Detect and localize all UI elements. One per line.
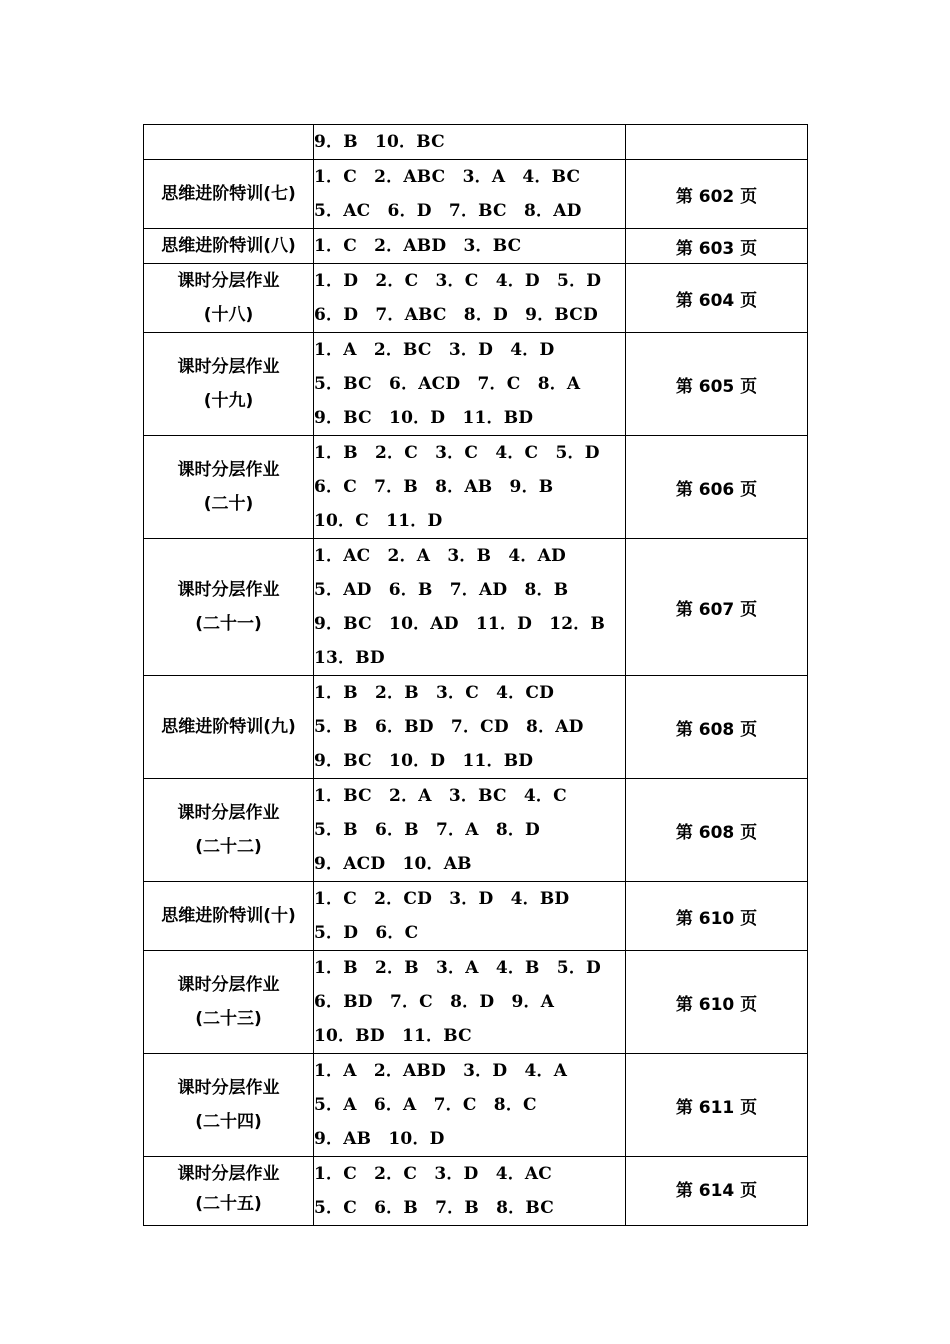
answer-line: 6．C 7．B 8．AB 9．B xyxy=(314,477,554,497)
page-number-cell xyxy=(626,676,808,779)
answer-line: 1．A 2．BC 3．D 4．D xyxy=(314,340,555,360)
page-number-cell xyxy=(626,229,808,264)
answer-line: 5．AC 6．D 7．BC 8．AD xyxy=(314,201,582,221)
answer-line: 5．D 6．C xyxy=(314,923,419,943)
section-name-line: (二十) xyxy=(203,494,254,514)
page-number: 第 602 页 xyxy=(675,186,758,207)
answers-cell xyxy=(314,229,626,264)
answers-cell xyxy=(314,676,626,779)
page-number: 第 607 页 xyxy=(675,599,758,620)
answer-line: 13．BD xyxy=(314,648,385,668)
page-number-cell xyxy=(626,333,808,436)
page-number: 第 605 页 xyxy=(675,376,758,397)
answer-line: 1．C 2．C 3．D 4．AC xyxy=(314,1164,553,1184)
section-name-cell xyxy=(144,882,314,951)
section-name-line: 课时分层作业 xyxy=(177,460,280,480)
page-number: 第 603 页 xyxy=(675,238,758,259)
answer-line: 1．BC 2．A 3．BC 4．C xyxy=(314,786,567,806)
answer-line: 9．ACD 10．AB xyxy=(314,854,472,874)
answers-cell xyxy=(314,779,626,882)
answer-line: 1．C 2．ABD 3．BC xyxy=(314,236,522,256)
answer-line: 5．B 6．BD 7．CD 8．AD xyxy=(314,717,584,737)
page-number: 第 614 页 xyxy=(675,1181,758,1201)
answer-line: 6．BD 7．C 8．D 9．A xyxy=(314,992,555,1012)
answer-line: 1．B 2．C 3．C 4．C 5．D xyxy=(314,443,600,463)
answer-line: 5．BC 6．ACD 7．C 8．A xyxy=(314,374,581,394)
page-number: 第 606 页 xyxy=(675,479,758,500)
answer-line: 1．A 2．ABD 3．D 4．A xyxy=(314,1061,568,1081)
section-name-line: 思维进阶特训(十) xyxy=(161,906,296,926)
section-name-cell xyxy=(144,436,314,539)
page-number-cell xyxy=(626,264,808,333)
answer-key-table xyxy=(143,124,808,1226)
answers-cell xyxy=(314,125,626,160)
page-number: 第 611 页 xyxy=(675,1097,758,1118)
page-number-cell xyxy=(626,539,808,676)
section-name-line: (二十五) xyxy=(195,1194,262,1214)
section-name-line: 课时分层作业 xyxy=(177,271,280,291)
answers-cell xyxy=(314,264,626,333)
section-name-cell xyxy=(144,333,314,436)
section-name-line: (二十四) xyxy=(195,1112,262,1132)
table-row xyxy=(144,882,808,951)
table-row xyxy=(144,160,808,229)
page-number-cell xyxy=(626,125,808,160)
table-row xyxy=(144,1157,808,1226)
answer-line: 5．A 6．A 7．C 8．C xyxy=(314,1095,537,1115)
table-row xyxy=(144,436,808,539)
answer-line: 1．C 2．CD 3．D 4．BD xyxy=(314,889,570,909)
answers-cell xyxy=(314,333,626,436)
table-row xyxy=(144,539,808,676)
section-name-line: 课时分层作业 xyxy=(177,803,280,823)
section-name-line: (十八) xyxy=(203,305,254,325)
table-row xyxy=(144,264,808,333)
answers-cell xyxy=(314,539,626,676)
table-row xyxy=(144,333,808,436)
answer-line: 1．D 2．C 3．C 4．D 5．D xyxy=(314,271,602,291)
section-name-line: 思维进阶特训(八) xyxy=(161,236,296,256)
answers-cell xyxy=(314,160,626,229)
section-name-cell xyxy=(144,539,314,676)
section-name-cell xyxy=(144,160,314,229)
answer-line: 1．C 2．ABC 3．A 4．BC xyxy=(314,167,581,187)
section-name-cell xyxy=(144,779,314,882)
section-name-cell xyxy=(144,1054,314,1157)
page-number-cell xyxy=(626,436,808,539)
answer-line: 9．BC 10．AD 11．D 12．B xyxy=(314,614,606,634)
page-number-cell xyxy=(626,779,808,882)
page-number: 第 610 页 xyxy=(675,908,758,929)
section-name-line: 课时分层作业 xyxy=(177,357,280,377)
table-row xyxy=(144,951,808,1054)
answers-cell xyxy=(314,882,626,951)
answers-cell xyxy=(314,1157,626,1226)
section-name-line: (十九) xyxy=(203,391,254,411)
section-name-line: 课时分层作业 xyxy=(177,580,280,600)
answer-line: 9．BC 10．D 11．BD xyxy=(314,751,534,771)
section-name-cell xyxy=(144,676,314,779)
page-number-cell xyxy=(626,951,808,1054)
answer-line: 10．BD 11．BC xyxy=(314,1026,472,1046)
section-name-cell xyxy=(144,1157,314,1226)
section-name-cell xyxy=(144,125,314,160)
page-number: 第 608 页 xyxy=(675,822,758,843)
answer-line: 1．AC 2．A 3．B 4．AD xyxy=(314,546,566,566)
answer-line: 5．AD 6．B 7．AD 8．B xyxy=(314,580,569,600)
page-number: 第 608 页 xyxy=(675,719,758,740)
page-number-cell xyxy=(626,882,808,951)
answers-cell xyxy=(314,436,626,539)
section-name-cell xyxy=(144,229,314,264)
answer-line: 9．AB 10．D xyxy=(314,1129,445,1149)
page-number-cell xyxy=(626,1054,808,1157)
page-number-cell xyxy=(626,160,808,229)
answer-line: 10．C 11．D xyxy=(314,511,443,531)
answer-line: 1．B 2．B 3．C 4．CD xyxy=(314,683,555,703)
page-number: 第 604 页 xyxy=(675,290,758,311)
table-row xyxy=(144,229,808,264)
answer-line: 5．B 6．B 7．A 8．D xyxy=(314,820,540,840)
answer-key-body xyxy=(144,125,808,1226)
section-name-line: 课时分层作业 xyxy=(177,1164,280,1184)
table-row xyxy=(144,779,808,882)
section-name-line: 思维进阶特训(九) xyxy=(161,717,296,737)
section-name-line: 课时分层作业 xyxy=(177,975,280,995)
answers-cell xyxy=(314,951,626,1054)
section-name-line: (二十二) xyxy=(195,837,262,857)
answer-line: 9．BC 10．D 11．BD xyxy=(314,408,534,428)
answer-line: 9．B 10．BC xyxy=(314,132,445,152)
table-row xyxy=(144,1054,808,1157)
section-name-line: (二十三) xyxy=(195,1009,262,1029)
table-row xyxy=(144,676,808,779)
table-row xyxy=(144,125,808,160)
answer-line: 5．C 6．B 7．B 8．BC xyxy=(314,1198,554,1218)
section-name-cell xyxy=(144,951,314,1054)
section-name-cell xyxy=(144,264,314,333)
answer-line: 1．B 2．B 3．A 4．B 5．D xyxy=(314,958,601,978)
section-name-line: 思维进阶特训(七) xyxy=(161,184,296,204)
page-number-cell xyxy=(626,1157,808,1226)
answers-cell xyxy=(314,1054,626,1157)
answer-line: 6．D 7．ABC 8．D 9．BCD xyxy=(314,305,598,325)
page-number: 第 610 页 xyxy=(675,994,758,1015)
section-name-line: (二十一) xyxy=(195,614,262,634)
section-name-line: 课时分层作业 xyxy=(177,1078,280,1098)
